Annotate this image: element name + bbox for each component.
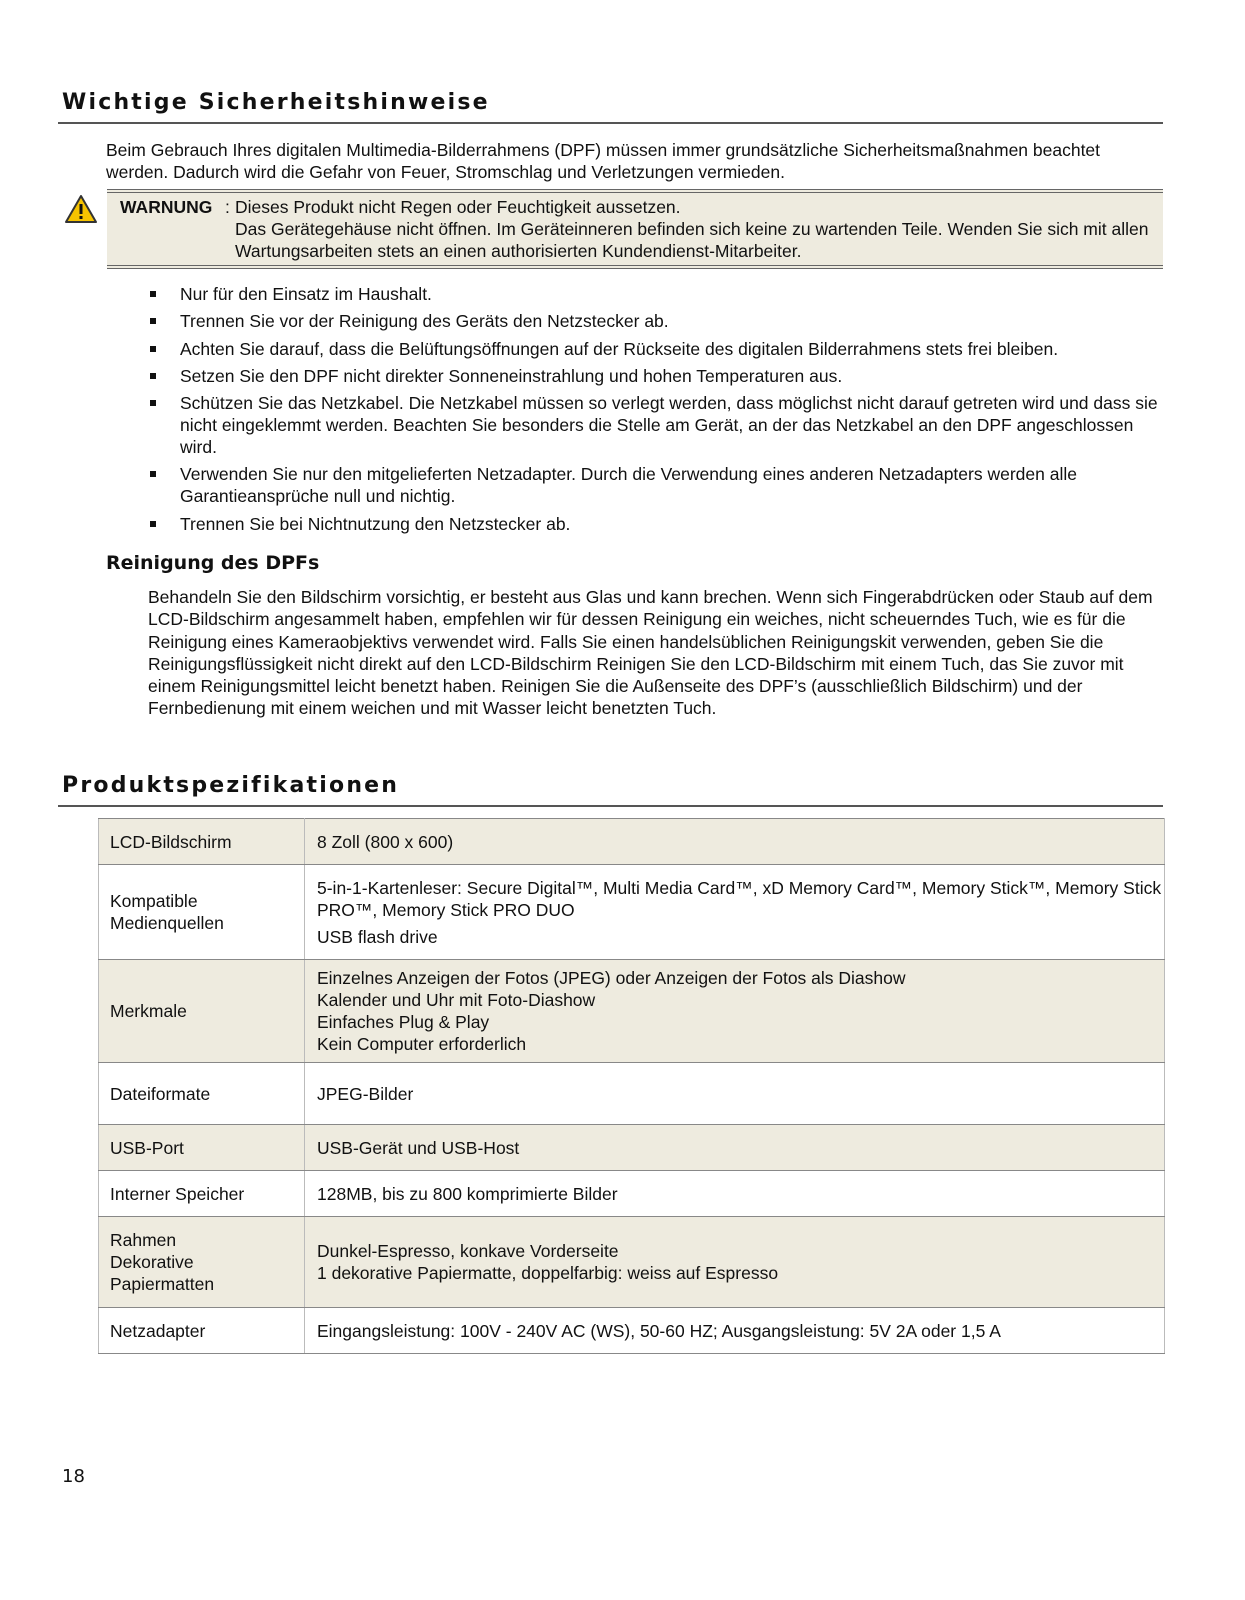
list-item-text: Trennen Sie bei Nichtnutzung den Netzstecker ab. xyxy=(180,513,571,534)
list-item xyxy=(148,310,1158,332)
section-title-specs: Produktspezifikationen xyxy=(62,773,400,798)
spec-label: Kompatible Medienquellen xyxy=(99,865,305,960)
warning-triangle-icon xyxy=(64,194,98,224)
bullet-square-icon xyxy=(150,521,156,527)
table-row xyxy=(99,1217,1165,1308)
spec-value: 5-in-1-Kartenleser: Secure Digital™, Multi Media Card™, xD Memory Card™, Memory Stick™, Memory Stick PRO™, Memory Stick PRO DUO USB flash drive xyxy=(305,865,1165,960)
list-item-text: Schützen Sie das Netzkabel. Die Netzkabel müssen so verlegt werden, dass möglichst nicht darauf getreten wird und dass sie nicht eingeklemmt werden. Beachten Sie besonders die Stelle am Gerät, an der das Netzkabel an den DPF angeschlossen wird. xyxy=(180,393,1158,458)
safety-bullet-list xyxy=(148,283,1158,540)
bullet-square-icon xyxy=(150,471,156,477)
page-number: 18 xyxy=(62,1466,85,1487)
spec-label: Rahmen Dekorative Papiermatten xyxy=(99,1217,305,1308)
table-row xyxy=(99,960,1165,1063)
list-item-text: Achten Sie darauf, dass die Belüftungsöffnungen auf der Rückseite des digitalen Bilderrahmens stets frei bleiben. xyxy=(180,338,1059,359)
table-row xyxy=(99,819,1165,865)
spec-value: 128MB, bis zu 800 komprimierte Bilder xyxy=(305,1171,1165,1217)
spec-label: Interner Speicher xyxy=(99,1171,305,1217)
list-item-text: Nur für den Einsatz im Haushalt. xyxy=(180,284,432,304)
list-item xyxy=(148,513,1158,535)
section-title-safety: Wichtige Sicherheitshinweise xyxy=(62,90,490,115)
spec-value: 8 Zoll (800 x 600) xyxy=(305,819,1165,865)
bullet-square-icon xyxy=(150,318,156,324)
warning-colon: : xyxy=(225,197,230,217)
table-row xyxy=(99,1308,1165,1354)
list-item xyxy=(148,365,1158,387)
list-item xyxy=(148,392,1158,458)
cleaning-text: Behandeln Sie den Bildschirm vorsichtig, er besteht aus Glas und kann brechen. Wenn sich Fingerabdrücken oder Staub auf dem LCD-Bildschirm angesammelt haben, empfehlen wir für dessen Reinigung ein weiches, nicht scheuerndes Tuch, wie es für die Reinigung eines Kameraobjektivs verwendet wird. Falls Sie einen handelsüblichen Reinigungskit verwenden, geben Sie die Reinigungsflüssigkeit nicht direkt auf den LCD-Bildschirm Reinigen Sie den LCD-Bildschirm mit einem Tuch, das Sie zuvor mit einem Reinigungsmittel leicht benetzt haben. Reinigen Sie die Außenseite des DPF’s (ausschließlich Bildschirm) und der Fernbedienung mit einem weichen und mit Wasser leicht benetzten Tuch. xyxy=(148,587,1153,719)
list-item-text: Verwenden Sie nur den mitgelieferten Netzadapter. Durch die Verwendung eines anderen Netzadapters werden alle Garantieansprüche null und nichtig. xyxy=(180,464,1077,507)
spec-value: Eingangsleistung: 100V - 240V AC (WS), 50-60 HZ; Ausgangsleistung: 5V 2A oder 1,5 A xyxy=(305,1308,1165,1354)
spec-label: Merkmale xyxy=(99,960,305,1063)
spec-value: JPEG-Bilder xyxy=(305,1063,1165,1125)
section-divider xyxy=(58,805,1163,807)
spec-value: Einzelnes Anzeigen der Fotos (JPEG) oder Anzeigen der Fotos als Diashow Kalender und Uhr mit Foto-Diashow Einfaches Plug & Play Kein Computer erforderlich xyxy=(305,960,1165,1063)
bullet-square-icon xyxy=(150,373,156,379)
list-item xyxy=(148,283,1158,305)
warning-line-1: Dieses Produkt nicht Regen oder Feuchtigkeit aussetzen. xyxy=(235,197,681,217)
table-row xyxy=(99,865,1165,960)
spec-label: USB-Port xyxy=(99,1125,305,1171)
list-item xyxy=(148,338,1158,360)
warning-line-2: Das Gerätegehäuse nicht öffnen. Im Geräteinneren befinden sich keine zu wartenden Teile. Wenden Sie sich mit allen Wartungsarbeiten stets an einen authorisierten Kundendienst-Mitarbeiter. xyxy=(235,219,1149,262)
safety-intro: Beim Gebrauch Ihres digitalen Multimedia-Bilderrahmens (DPF) müssen immer grundsätzliche Sicherheitsmaßnahmen beachtet werden. Dadurch wird die Gefahr von Feuer, Stromschlag und Verletzungen vermieden. xyxy=(106,140,1101,183)
cleaning-heading: Reinigung des DPFs xyxy=(106,552,320,574)
spec-table xyxy=(98,818,1165,1354)
list-item-text: Trennen Sie vor der Reinigung des Geräts den Netzstecker ab. xyxy=(180,311,669,332)
spec-value: USB-Gerät und USB-Host xyxy=(305,1125,1165,1171)
table-row xyxy=(99,1063,1165,1125)
section-divider xyxy=(58,122,1163,124)
list-item-text: Setzen Sie den DPF nicht direkter Sonneneinstrahlung und hohen Temperaturen aus. xyxy=(180,365,843,386)
table-row xyxy=(99,1171,1165,1217)
bullet-square-icon xyxy=(150,400,156,406)
list-item xyxy=(148,463,1158,507)
spec-label: LCD-Bildschirm xyxy=(99,819,305,865)
spec-label: Netzadapter xyxy=(99,1308,305,1354)
warning-label: WARNUNG xyxy=(120,197,213,217)
spec-label: Dateiformate xyxy=(99,1063,305,1125)
spec-value: Dunkel-Espresso, konkave Vorderseite 1 dekorative Papiermatte, doppelfarbig: weiss auf Espresso xyxy=(305,1217,1165,1308)
bullet-square-icon xyxy=(150,291,156,297)
bullet-square-icon xyxy=(150,346,156,352)
table-row xyxy=(99,1125,1165,1171)
